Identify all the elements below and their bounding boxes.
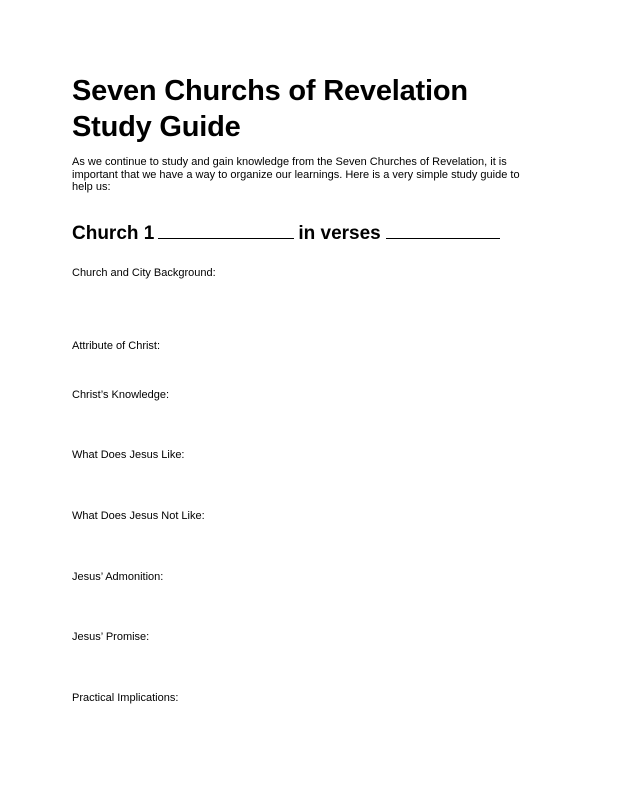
- title-line-2: Study Guide: [72, 111, 241, 143]
- church-number: Church 1: [72, 223, 155, 244]
- section-jesus-admonition: Jesus’ Admonition:: [72, 571, 164, 583]
- section-jesus-promise: Jesus’ Promise:: [72, 631, 150, 643]
- verses-blank: [386, 221, 500, 239]
- section-what-jesus-not-like: What Does Jesus Not Like:: [72, 510, 205, 522]
- page-title: [72, 73, 572, 145]
- in-verses-label: in verses: [298, 223, 381, 244]
- section-what-jesus-likes: What Does Jesus Like:: [72, 449, 185, 461]
- section-practical-implications: Practical Implications:: [72, 692, 179, 704]
- section-church-city-background: Church and City Background:: [72, 267, 216, 279]
- section-christs-knowledge: Christ’s Knowledge:: [72, 389, 170, 401]
- church-name-blank: [158, 221, 294, 239]
- church-heading: [72, 221, 500, 246]
- intro-paragraph: As we continue to study and gain knowledge from the Seven Churches of Revelation, it is important that we have a way to organize our learnings. Here is a very simple study guide to help us:: [72, 156, 520, 193]
- title-line-1: Seven Churchs of Revelation: [72, 75, 468, 107]
- section-attribute-of-christ: Attribute of Christ:: [72, 340, 161, 352]
